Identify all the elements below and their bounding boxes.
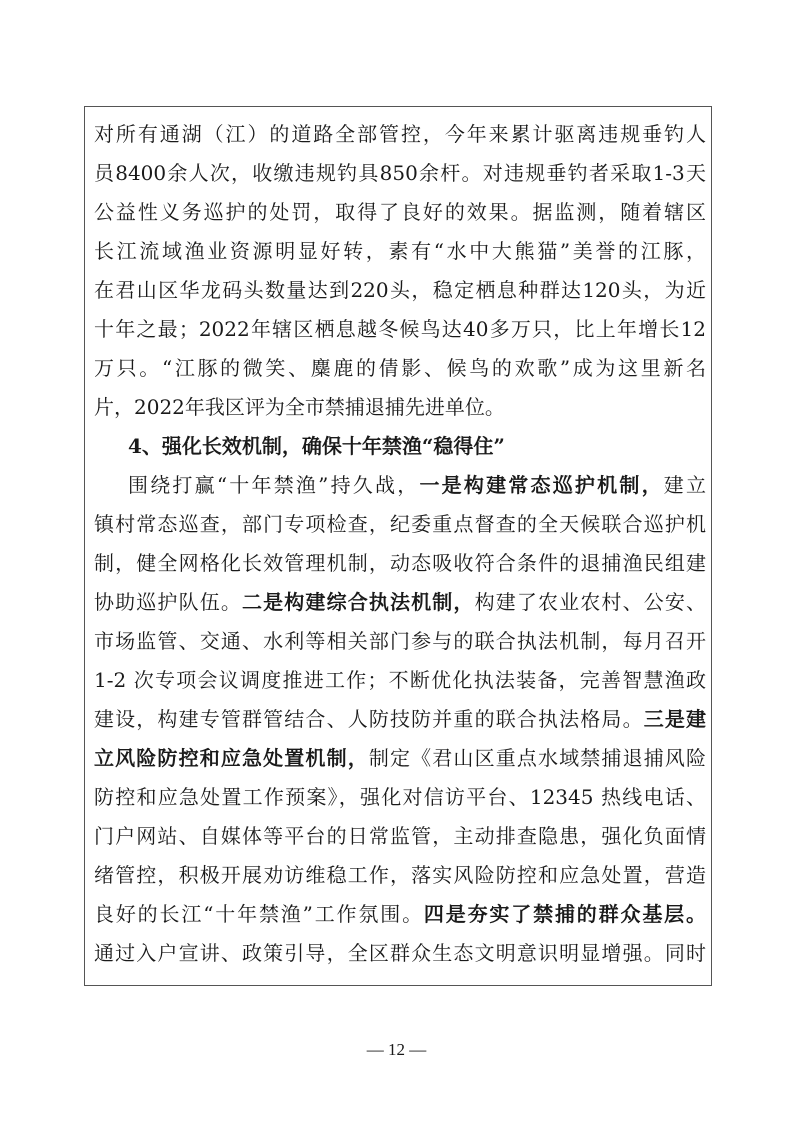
text: 制，健全网格化长效管理机制，动态吸收符合条件的退捕渔民组建 bbox=[94, 551, 706, 575]
text: 在君山区华龙码头数量达到220头，稳定栖息种群达120头，为近 bbox=[94, 278, 706, 302]
text: 建立 bbox=[663, 473, 707, 497]
text-line bbox=[94, 232, 706, 271]
text-line bbox=[94, 778, 706, 817]
text-line bbox=[94, 193, 706, 232]
text: 构建了农业农村、公安、 bbox=[474, 590, 707, 614]
text: 公益性义务巡护的处罚，取得了良好的效果。据监测，随着辖区 bbox=[94, 200, 706, 224]
bold-text: 4、强化长效机制，确保十年禁渔“稳得住” bbox=[128, 434, 505, 458]
text-line bbox=[94, 154, 706, 193]
text-line bbox=[94, 739, 706, 778]
text: 员8400余人次，收缴违规钓具850余杆。对违规垂钓者采取1-3天 bbox=[94, 161, 706, 185]
text-line bbox=[94, 622, 706, 661]
text: 对所有通湖（江）的道路全部管控，今年来累计驱离违规垂钓人 bbox=[94, 122, 706, 146]
bold-text: 三是建 bbox=[643, 707, 707, 731]
text-line bbox=[94, 934, 706, 973]
text: 1-2 次专项会议调度推进工作；不断优化执法装备，完善智慧渔政 bbox=[94, 668, 706, 692]
text-line bbox=[94, 466, 706, 505]
text: 十年之最；2022年辖区栖息越冬候鸟达40多万只，比上年增长12 bbox=[94, 317, 706, 341]
text-line bbox=[94, 895, 706, 934]
text: 镇村常态巡查，部门专项检查，纪委重点督查的全天候联合巡护机 bbox=[94, 512, 706, 536]
text: 万只。“江豚的微笑、麋鹿的倩影、候鸟的欢歌”成为这里新名 bbox=[94, 356, 706, 380]
text-line bbox=[94, 388, 706, 427]
text: 围绕打赢“十年禁渔”持久战， bbox=[128, 473, 420, 497]
text: 通过入户宣讲、政策引导，全区群众生态文明意识明显增强。同时 bbox=[94, 941, 706, 965]
text-line bbox=[94, 700, 706, 739]
text-line bbox=[94, 856, 706, 895]
text-line bbox=[94, 583, 706, 622]
text: 协助巡护队伍。 bbox=[94, 590, 242, 614]
bold-text: 四是夯实了禁捕的群众基层。 bbox=[423, 902, 706, 926]
text: 制定《君山区重点水域禁捕退捕风险 bbox=[368, 746, 707, 770]
text: 防控和应急处置工作预案》，强化对信访平台、12345 热线电话、 bbox=[94, 785, 706, 809]
text: 门户网站、自媒体等平台的日常监管，主动排查隐患，强化负面情 bbox=[94, 824, 706, 848]
text: 绪管控，积极开展劝访维稳工作，落实风险防控和应急处置，营造 bbox=[94, 863, 706, 887]
text-line bbox=[94, 817, 706, 856]
text-line bbox=[94, 661, 706, 700]
page-number: — 12 — bbox=[366, 1040, 427, 1059]
text: 长江流域渔业资源明显好转，素有“水中大熊猫”美誉的江豚， bbox=[94, 239, 706, 263]
bold-text: 立风险防控和应急处置机制， bbox=[94, 746, 369, 770]
text-line bbox=[94, 505, 706, 544]
text: 市场监管、交通、水利等相关部门参与的联合执法机制，每月召开 bbox=[94, 629, 706, 653]
text: 片，2022年我区评为全市禁捕退捕先进单位。 bbox=[94, 395, 505, 419]
section-heading bbox=[94, 427, 706, 466]
bold-text: 二是构建综合执法机制， bbox=[242, 590, 475, 614]
text-frame bbox=[84, 106, 712, 986]
text: 建设，构建专管群管结合、人防技防并重的联合执法格局。 bbox=[94, 707, 644, 731]
body-text bbox=[94, 115, 706, 973]
text: 良好的长江“十年禁渔”工作氛围。 bbox=[94, 902, 424, 926]
text-line bbox=[94, 349, 706, 388]
text-line bbox=[94, 310, 706, 349]
bold-text: 一是构建常态巡护机制， bbox=[419, 473, 664, 497]
text-line bbox=[94, 544, 706, 583]
text-line bbox=[94, 271, 706, 310]
text-line bbox=[94, 115, 706, 154]
